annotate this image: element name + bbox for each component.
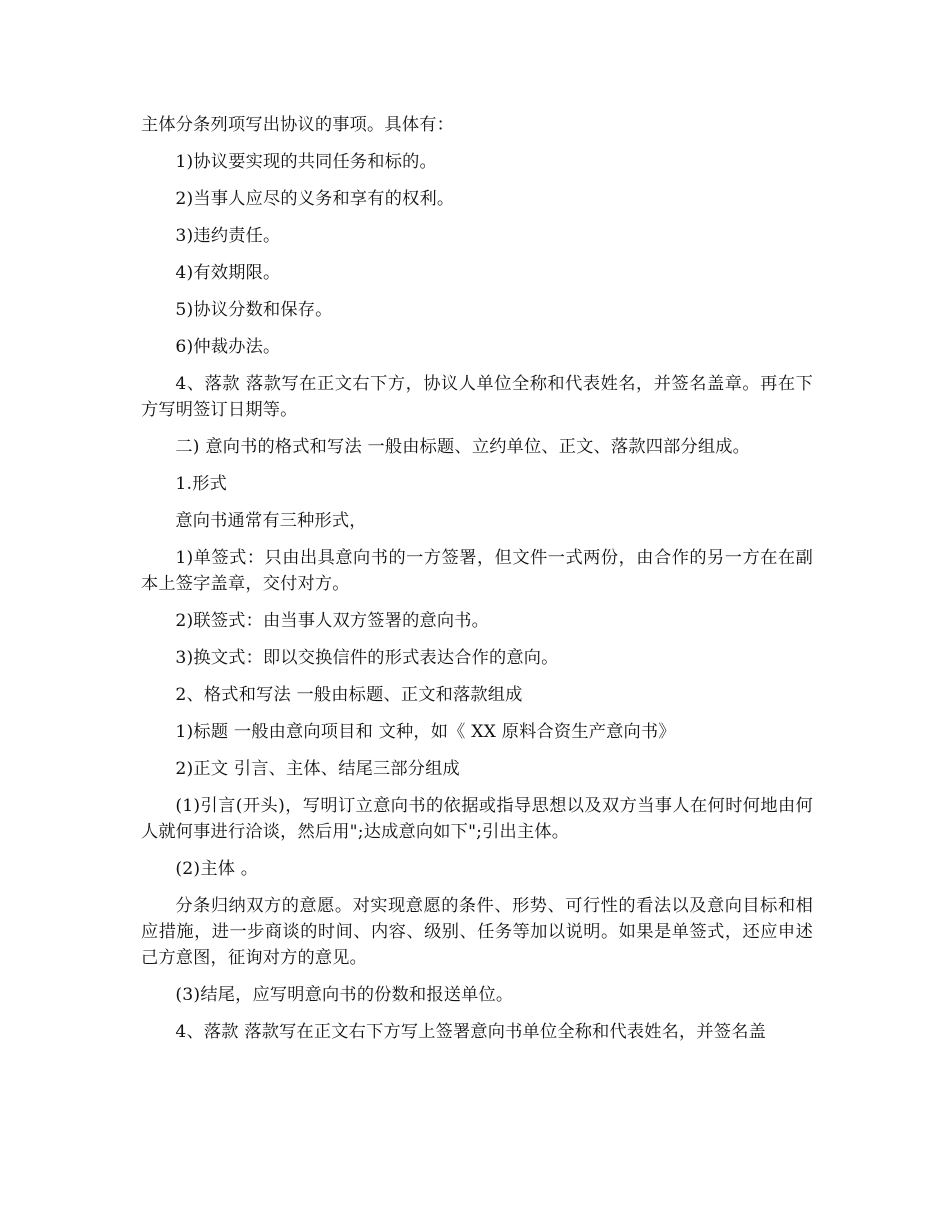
document-body bbox=[141, 112, 813, 1056]
paragraph: 3)换文式：即以交换信件的形式表达合作的意向。 bbox=[175, 648, 559, 668]
paragraph: 2)正文 引言、主体、结尾三部分组成 bbox=[175, 759, 460, 779]
paragraph: 1)单签式：只由出具意向书的一方签署，但文件一式两份，由合作的另一方在在副本上签字盖章，交付对方。 bbox=[141, 548, 813, 594]
paragraph: (2)主体 。 bbox=[175, 859, 259, 879]
paragraph: 1)协议要实现的共同任务和标的。 bbox=[175, 152, 437, 172]
paragraph: 3)违约责任。 bbox=[175, 226, 281, 246]
paragraph: 2、格式和写法 一般由标题、正文和落款组成 bbox=[175, 685, 523, 705]
paragraph: 意向书通常有三种形式， bbox=[175, 511, 367, 531]
paragraph: (3)结尾，应写明意向书的份数和报送单位。 bbox=[175, 985, 514, 1005]
paragraph: 分条归纳双方的意愿。对实现意愿的条件、形势、可行性的看法以及意向目标和相应措施，进一步商谈的时间、内容、级别、任务等加以说明。如果是单签式，还应申述己方意图，征询对方的意见。 bbox=[141, 896, 813, 968]
paragraph: 4、落款 落款写在正文右下方写上签署意向书单位全称和代表姓名，并签名盖 bbox=[175, 1022, 766, 1042]
paragraph: 1.形式 bbox=[175, 474, 227, 494]
paragraph: 5)协议分数和保存。 bbox=[175, 300, 333, 320]
paragraph: 4、落款 落款写在正文右下方，协议人单位全称和代表姓名，并签名盖章。再在下方写明签订日期等。 bbox=[141, 374, 813, 420]
paragraph: 二) 意向书的格式和写法 一般由标题、立约单位、正文、落款四部分组成。 bbox=[175, 437, 751, 457]
paragraph: 1)标题 一般由意向项目和 文种，如《 XX 原料合资生产意向书》 bbox=[175, 722, 676, 742]
paragraph: 6)仲裁办法。 bbox=[175, 337, 281, 357]
paragraph: 4)有效期限。 bbox=[175, 263, 281, 283]
paragraph: (1)引言(开头)，写明订立意向书的依据或指导思想以及双方当事人在何时何地由何人就何事进行洽谈，然后用";达成意向如下";引出主体。 bbox=[141, 796, 813, 842]
paragraph: 主体分条列项写出协议的事项。具体有： bbox=[141, 115, 454, 135]
paragraph: 2)当事人应尽的义务和享有的权利。 bbox=[175, 189, 455, 209]
paragraph: 2)联签式：由当事人双方签署的意向书。 bbox=[175, 611, 490, 631]
